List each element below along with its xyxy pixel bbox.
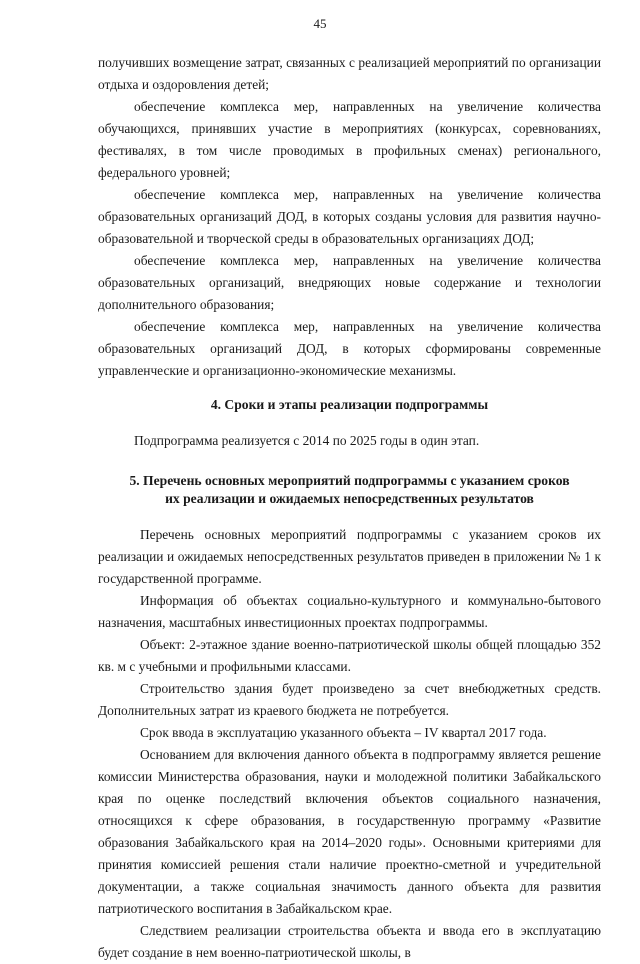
paragraph: Подпрограмма реализуется с 2014 по 2025 годы в один этап. xyxy=(134,433,480,448)
paragraph: обеспечение комплекса мер, направленных на увеличение количества образовательных организаций, внедряющих новые содержание и технологии дополнительного образования; xyxy=(98,253,601,312)
paragraph: обеспечение комплекса мер, направленных на увеличение количества образовательных организаций ДОД, в которых сформированы современные управленческие и организационно-экономические механизмы. xyxy=(98,319,601,378)
paragraph: Строительство здания будет произведено за счет внебюджетных средств. Дополнительных затрат из краевого бюджета не потребуется. xyxy=(98,681,601,718)
section-5-heading-line2: их реализации и ожидаемых непосредственных результатов xyxy=(165,491,534,506)
paragraph: получивших возмещение затрат, связанных с реализацией мероприятий по организации отдыха и оздоровления детей; xyxy=(98,55,601,92)
section-5-heading xyxy=(98,472,601,508)
paragraph: Перечень основных мероприятий подпрограммы с указанием сроков их реализации и ожидаемых непосредственных результатов приведен в приложении № 1 к государственной программе. xyxy=(98,527,601,586)
paragraph: Следствием реализации строительства объекта и ввода его в эксплуатацию будет создание в нем военно-патриотической школы, в xyxy=(98,923,601,960)
paragraph: Объект: 2-этажное здание военно-патриотической школы общей площадью 352 кв. м с учебными и профильными классами. xyxy=(98,637,601,674)
paragraph: Информация об объектах социально-культурного и коммунально-бытового назначения, масштабных инвестиционных проектах подпрограммы. xyxy=(98,593,601,630)
paragraph: Срок ввода в эксплуатацию указанного объекта – IV квартал 2017 года. xyxy=(140,725,547,740)
paragraph: обеспечение комплекса мер, направленных на увеличение количества образовательных организаций ДОД, в которых созданы условия для развития научно-образовательной и творческой среды в образовательных организациях ДОД; xyxy=(98,187,601,246)
paragraph: обеспечение комплекса мер, направленных на увеличение количества обучающихся, принявших участие в мероприятиях (конкурсах, соревнованиях, фестивалях, в том числе проводимых в профильных сменах) регионального, федерального уровней; xyxy=(98,99,601,180)
page-number: 45 xyxy=(313,16,327,31)
section-5-heading-line1: 5. Перечень основных мероприятий подпрограммы с указанием сроков xyxy=(129,473,570,488)
document-body xyxy=(98,52,601,964)
section-4-heading: 4. Сроки и этапы реализации подпрограммы xyxy=(210,397,489,412)
paragraph: Основанием для включения данного объекта в подпрограмму является решение комиссии Министерства образования, науки и молодежной политики Забайкальского края по оценке последствий включения объектов социального назначения, относящихся к сфере образования, в государственную программу «Развитие образования Забайкальского края на 2014–2020 годы». Основными критериями для принятия комиссией решения стали наличие проектно-сметной и учредительной документации, а также социальная значимость данного объекта для развития патриотического воспитания в Забайкальском крае. xyxy=(98,747,601,916)
